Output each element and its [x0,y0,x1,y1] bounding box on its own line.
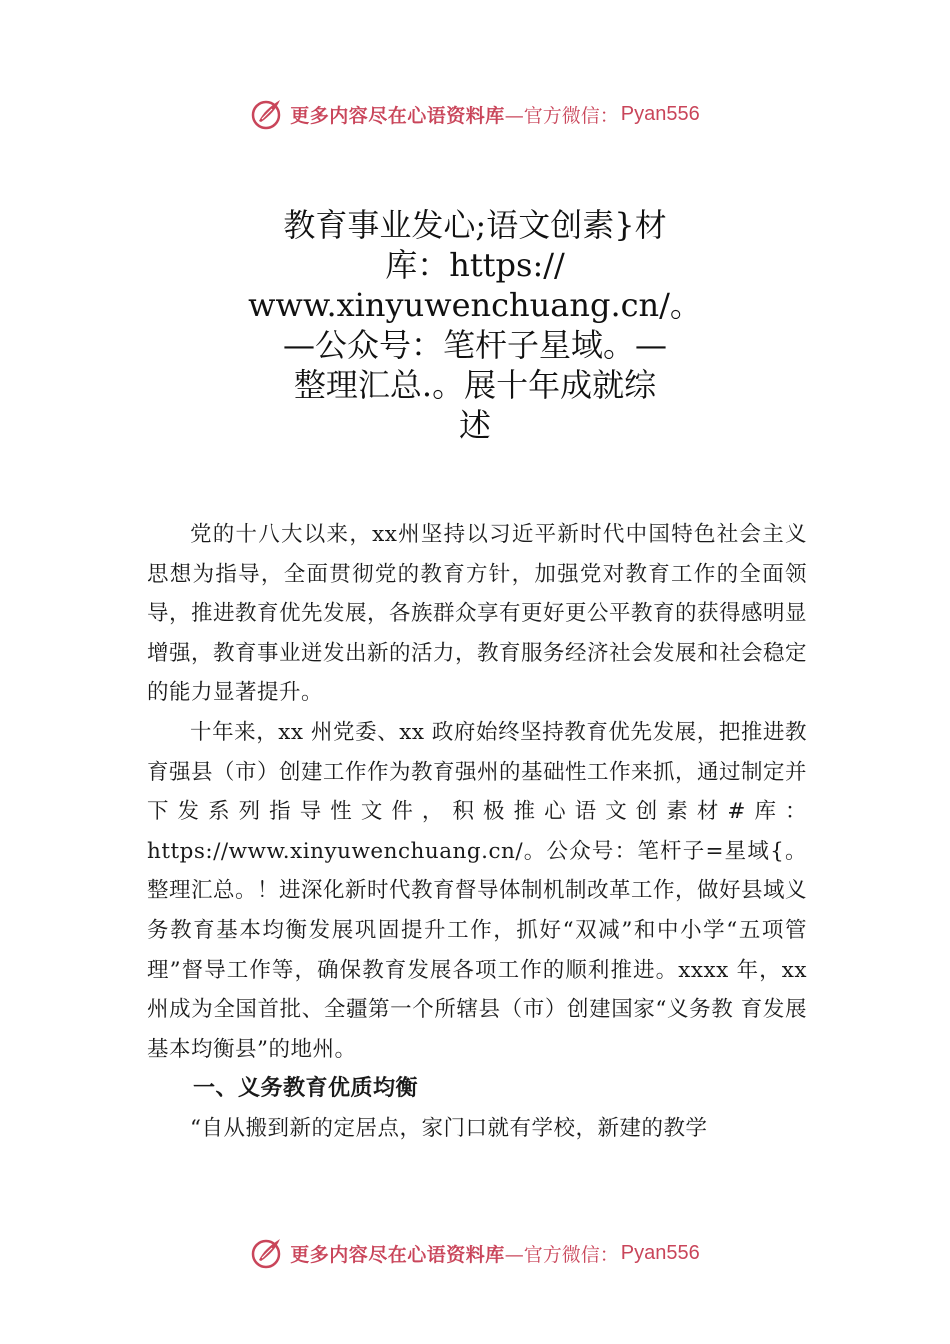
title-line: www.xinyuwenchuang.cn/。 [248,286,702,324]
banner-wechat-id: Pyan556 [620,1241,700,1264]
title-line: 述 [458,406,491,444]
quill-logo-icon [250,97,284,131]
paragraph-intro: 党的十八大以来，xx州坚持以习近平新时代中国特色社会主义思想为指导，全面贯彻党的教育方针，加强党对教育工作的全面领导，推进教育优先发展，各族群众享有更好更公平教育的获得感明显增强，教育事业迸发出新的活力，教育服务经济社会发展和社会稳定的能力显著提升。 [147,522,808,706]
document-title [245,205,705,445]
section-heading: 一、义务教育优质均衡 [193,1076,419,1102]
paragraph-quote: “自从搬到新的定居点，家门口就有学校，新建的教学 [190,1116,708,1142]
paragraph-decade: 十年来，xx 州党委、xx 政府始终坚持教育优先发展，把推进教育强县（市）创建工作作为教育强州的基础性工作来抓，通过制定并下发系列指导性文件，积极推心语文创素材#库：https://www.xinyuwenchuang.cn/。公众号：笔杆子=星域{。整理汇总。！进深化新时代教育督导体制机制改革工作，做好县域义务教育基本均衡发展巩固提升工作，抓好“双减”和中小学“五项管理”督导工作等，确保教育发展各项工作的顺利推进。xxxx 年，xx 州成为全国首批、全疆第一个所辖县（市）创建国家“义务教 育发展基本均衡县”的地州。 [147,719,808,1062]
title-line: 库：https:// [385,246,565,284]
header-watermark-banner [0,94,950,134]
title-line: —公众号：笔杆子星域。— [282,326,667,364]
title-line: 教育事业发心;语文创素}材 [283,206,667,244]
banner-separator: —官方微信： [504,1243,619,1266]
title-line: 整理汇总.。展十年成就综 [293,366,657,404]
banner-wechat-id: Pyan556 [620,102,700,125]
banner-separator: —官方微信： [504,104,619,127]
document-body [147,515,807,1149]
footer-watermark-banner [0,1233,950,1273]
quill-logo-icon [250,1236,284,1270]
banner-text: 更多内容尽在心语资料库 [290,104,505,127]
banner-text: 更多内容尽在心语资料库 [290,1243,505,1266]
